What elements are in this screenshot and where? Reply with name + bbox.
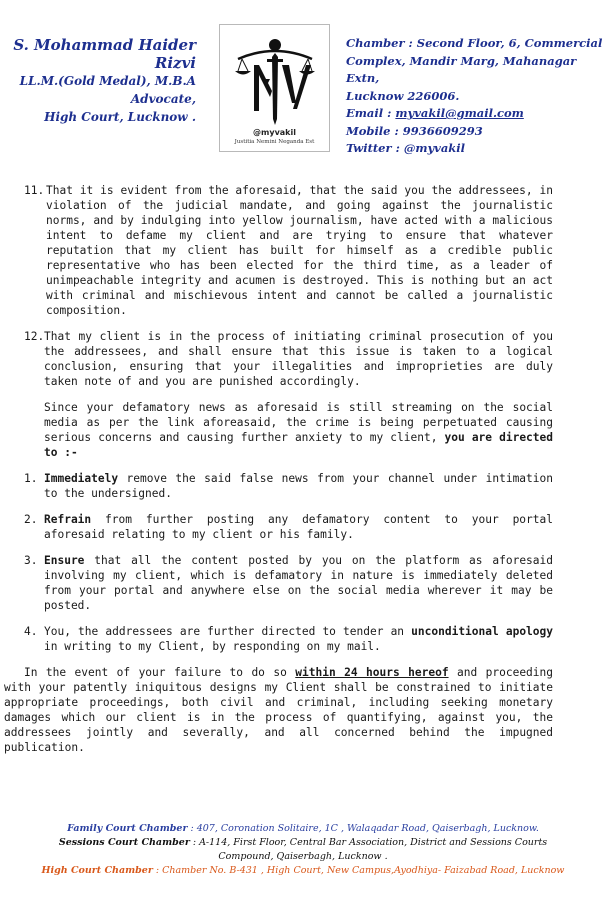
- direction-1: [0, 471, 606, 501]
- final-text-post: and proceeding with your patently iniquitous designs my Client shall be constrained to initiate appropriate proceedings, both civil and criminal, including seeking monetary damages which our client is in the process of quantifying, against you, the addressees jointly and severally, and all concerned behind the impugned publication.: [4, 666, 553, 754]
- logo-brand: @myvakil: [253, 128, 296, 137]
- direction-text-pre: You, the addressees are further directed to tender an: [44, 625, 412, 638]
- direction-keyword: unconditional apology: [411, 625, 553, 638]
- paragraph-text: That my client is in the process of initiating criminal prosecution of you the addressees, and shall ensure that this issue is taken to a logical conclusion, ensuring that your illegalities and improprieties are duly taken note of and you are punished accordingly.: [44, 330, 553, 388]
- paragraph-number: 12.: [24, 330, 45, 343]
- logo-motto: Justitia Nemini Neganda Est: [234, 139, 315, 145]
- since-text: Since your defamatory news as aforesaid is still streaming on the social media as per the link aforeasaid, the crime is being perpetuated causing serious concerns and causing further anxiety to my client,: [44, 401, 553, 444]
- advocate-degree: LL.M.(Gold Medal), M.B.A: [19, 74, 196, 88]
- direction-3: [0, 553, 606, 613]
- family-court-chamber: [0, 822, 606, 836]
- directed-text: you are directed to :-: [44, 431, 553, 459]
- direction-text: remove the said false news from your channel under intimation to the undersigned.: [44, 472, 553, 500]
- direction-number: 3.: [24, 554, 38, 567]
- direction-keyword: Ensure: [44, 554, 85, 567]
- high-court-address: : Chamber No. B-431 , High Court, New Campus,Ayodhiya- Faizabad Road, Lucknow: [152, 865, 565, 876]
- direction-text-post: in writing to my Client, by responding on my mail.: [44, 640, 381, 653]
- direction-text: that all the content posted by you on the platform as aforesaid involving my client, which is defamatory in nature is immediately deleted from your portal and anywhere else on the social media wherever it may be posted.: [44, 554, 553, 612]
- paragraph-text: That it is evident from the aforesaid, that the said you the addressees, in violation of the judicial mandate, and going against the journalistic norms, and by indulging into yellow journalism, have acted with a malicious intent to defame my client and are trying to ensure that whatever reputation that my client has built for himself as a credible public representative who has been elected for the third time, as a leader of unimpeachable integrity and acumen is destroyed. This is nothing but an act with criminal and mischievous intent and cannot be called a journalistic composition.: [46, 184, 553, 317]
- direction-keyword: Refrain: [44, 513, 92, 526]
- address-line-1: Chamber : Second Floor, 6, Commercial: [346, 36, 603, 50]
- direction-2: [0, 512, 606, 542]
- final-paragraph: [0, 665, 606, 755]
- logo: [219, 24, 330, 152]
- footer: [0, 822, 606, 878]
- direction-number: 2.: [24, 513, 38, 526]
- paragraph-number: 11.: [24, 184, 45, 197]
- advocate-court: High Court, Lucknow .: [44, 110, 196, 124]
- sessions-court-label: Sessions Court Chamber: [58, 837, 190, 848]
- advocate-details: [0, 36, 196, 126]
- high-court-chamber: [0, 864, 606, 878]
- contact-details: [346, 35, 604, 158]
- deadline-text: within 24 hours hereof: [295, 666, 449, 679]
- direction-text: from further posting any defamatory content to your portal aforesaid relating to my client or his family.: [44, 513, 553, 541]
- family-court-label: Family Court Chamber: [67, 823, 188, 834]
- email-link[interactable]: myvakil@gmail.com: [395, 106, 524, 120]
- direction-number: 4.: [24, 625, 38, 638]
- advocate-role: Advocate,: [130, 92, 196, 106]
- since-paragraph: [0, 400, 606, 460]
- paragraph-12: [0, 329, 606, 389]
- direction-keyword: Immediately: [44, 472, 119, 485]
- address-line-3: Lucknow 226006.: [346, 88, 460, 103]
- scales-of-justice-icon: [232, 31, 318, 127]
- twitter-handle: Twitter : @myvakil: [346, 141, 466, 155]
- paragraph-11: [0, 183, 606, 318]
- mobile-number: Mobile : 9936609293: [346, 123, 483, 138]
- sessions-court-address: : A-114, First Floor, Central Bar Association, District and Sessions Courts Compound, Qaiserbagh, Lucknow .: [189, 837, 548, 862]
- address-line-2: Complex, Mandir Marg, Mahanagar Extn,: [346, 53, 577, 85]
- advocate-name: S. Mohammad Haider Rizvi: [13, 36, 196, 72]
- notice-body: [0, 183, 606, 766]
- family-court-address: : 407, Coronation Solitaire, 1C , Walaqadar Road, Qaiserbagh, Lucknow.: [187, 823, 539, 834]
- high-court-label: High Court Chamber: [41, 865, 153, 876]
- email-row: [346, 105, 604, 123]
- sessions-court-chamber: [0, 836, 606, 864]
- direction-number: 1.: [24, 472, 38, 485]
- final-text-pre: In the event of your failure to do so: [24, 666, 296, 679]
- email-label: Email :: [346, 106, 396, 120]
- direction-4: [0, 624, 606, 654]
